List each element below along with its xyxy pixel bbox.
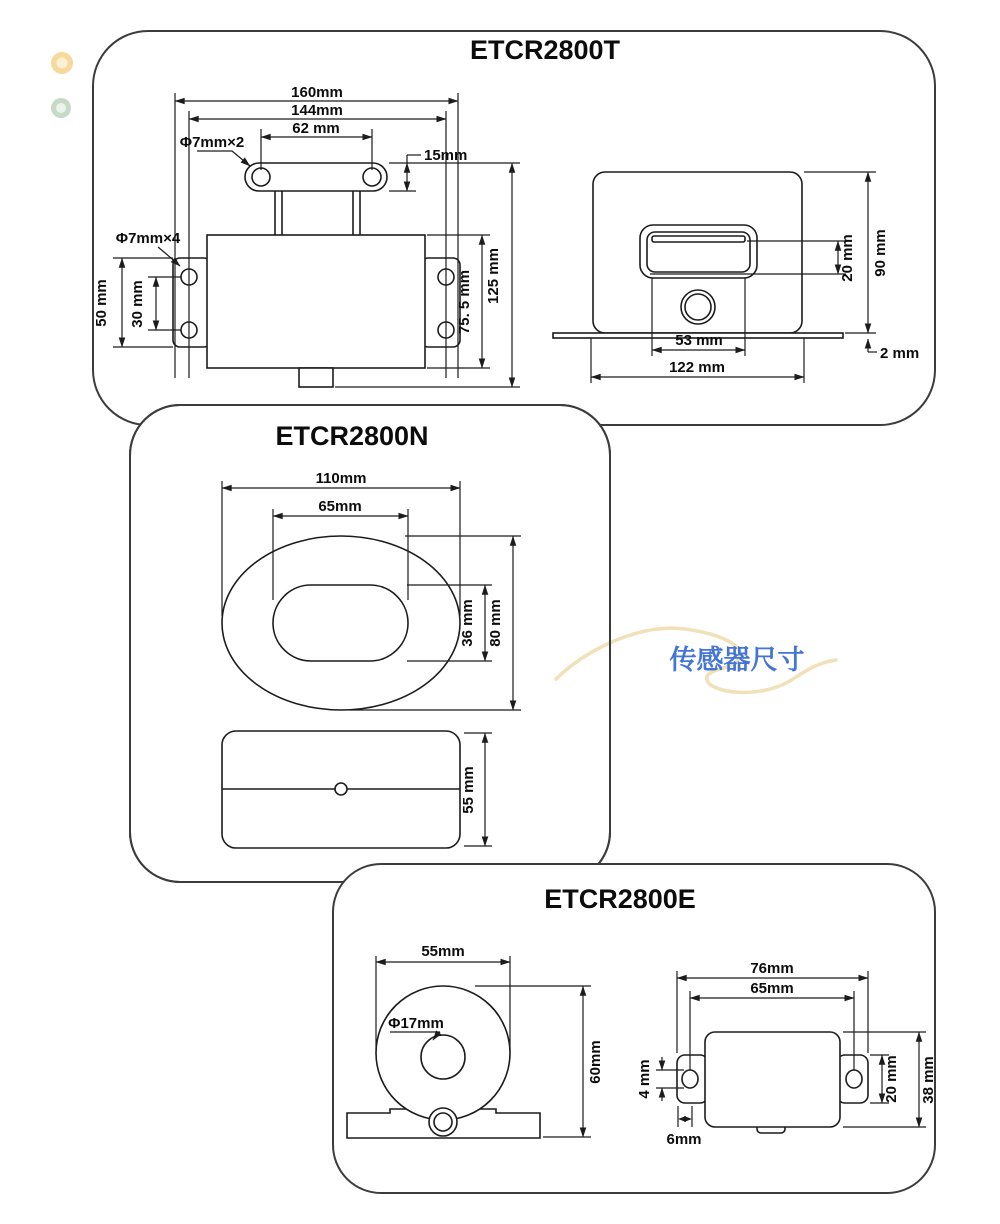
panel-title-etcr2800e: ETCR2800E (544, 884, 696, 914)
panel-etcr2800n (130, 405, 610, 882)
dim-hole-spacing-label: 30 mm (129, 280, 146, 328)
dim-overall-width-label: 160mm (291, 84, 343, 101)
green-dot-center (56, 103, 66, 113)
hole-note-top-label: Φ7mm×2 (179, 134, 245, 151)
etcr2800t-side-view (553, 172, 843, 338)
dim-flange-span-label: 144mm (291, 102, 343, 119)
dim-flange-height-label: 50 mm (93, 279, 110, 327)
decoration-dots (51, 52, 73, 118)
panel-etcr2800t (93, 31, 935, 425)
dim-bracket-height-label: 15mm (424, 147, 468, 164)
dim-ear-height-label: 20 mm (883, 1055, 900, 1103)
dim-window-height-label: 20 mm (839, 234, 856, 282)
etcr2800n-top-view (222, 536, 460, 710)
ear-slot (682, 1070, 698, 1088)
dim-window-width-label: 65mm (318, 498, 362, 515)
ear-slot (846, 1070, 862, 1088)
dim-window-height-label: 36 mm (459, 599, 476, 647)
etcr2800e-side-view (677, 1032, 868, 1133)
dim-body-height-label: 38 mm (920, 1056, 937, 1104)
dim-plate-thickness-label: 2 mm (880, 345, 920, 362)
dim-slot-height-label: 4 mm (636, 1059, 653, 1099)
dim-outer-height-label: 80 mm (487, 599, 504, 647)
hole-dia-label: Φ17mm (388, 1015, 444, 1032)
hole-note-flange-label: Φ7mm×4 (115, 230, 181, 247)
dim-ring-width-label: 55mm (421, 943, 465, 960)
dim-window-width-label: 53 mm (675, 332, 723, 349)
dim-hole-span-label: 65mm (750, 980, 794, 997)
dim-box-height-label: 90 mm (872, 229, 889, 277)
clamp-window (273, 585, 408, 661)
dim-ring-height-label: 60mm (587, 1040, 604, 1084)
yellow-dot-center (57, 58, 68, 69)
panel-title-etcr2800n: ETCR2800N (275, 421, 429, 451)
panel-etcr2800e (333, 864, 937, 1193)
dim-ear-offset-label: 6mm (666, 1131, 702, 1148)
sensor-body (705, 1032, 840, 1127)
panel-title-etcr2800t: ETCR2800T (469, 35, 621, 65)
dim-overall-width-label: 76mm (750, 960, 794, 977)
dim-outer-width-label: 110mm (315, 470, 367, 487)
dim-box-width-label: 122 mm (669, 359, 725, 376)
mount-hole (252, 168, 270, 186)
dim-overall-height-label: 125 mm (485, 248, 502, 304)
ring-hole (421, 1035, 465, 1079)
etcr2800n-side-view (222, 731, 492, 848)
dim-body-height-label: 75. 5 mm (456, 269, 473, 335)
pivot-hole (335, 783, 347, 795)
dim-thickness-label: 55 mm (460, 766, 477, 814)
watermark-caption: 传感器尺寸 (669, 645, 805, 675)
dim-top-hole-span-label: 62 mm (292, 120, 340, 137)
connector-hole (681, 290, 715, 324)
mount-hole (363, 168, 381, 186)
